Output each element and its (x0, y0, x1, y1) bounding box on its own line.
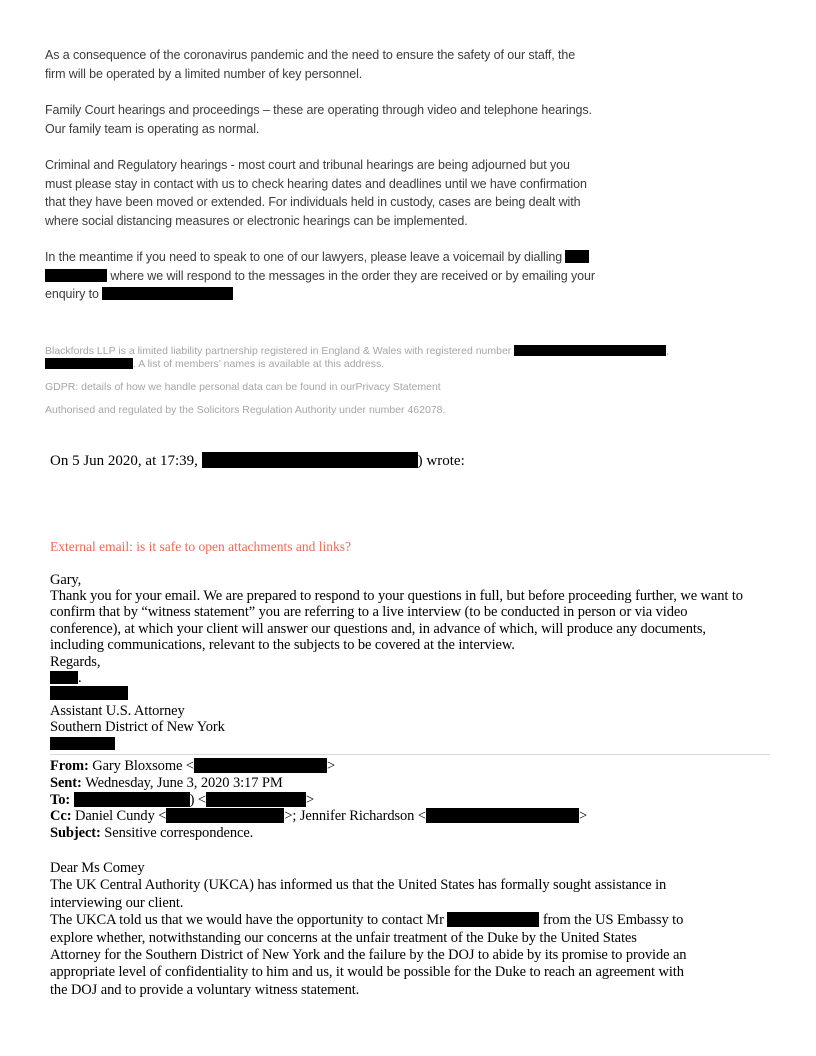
text-segment: Subject: (50, 825, 105, 842)
redaction-bar (50, 686, 128, 700)
paragraph (45, 46, 771, 83)
redaction-bar (45, 269, 107, 282)
text-line (50, 686, 771, 702)
text-segment: The UK Central Authority (UKCA) has informed us that the United States has formally sought assistance in (50, 877, 667, 894)
text-line (45, 381, 771, 394)
text-segment: interviewing our client. (50, 894, 184, 911)
text-line (45, 285, 771, 304)
text-line (45, 46, 771, 65)
text-segment: > (306, 791, 315, 808)
text-segment: enquiry to (45, 287, 103, 301)
external-email-warning: External email: is it safe to open attachments and links? (50, 538, 352, 554)
text-segment: firm will be operated by a limited number of key personnel. (45, 66, 363, 81)
text-line (50, 982, 771, 999)
email-header-block (50, 758, 771, 842)
text-line (45, 404, 771, 417)
text-segment: Gary Bloxsome < (92, 757, 194, 774)
redaction-bar (166, 808, 284, 823)
redaction-bar (50, 737, 115, 750)
text-segment: Thank you for your email. We are prepared to respond to your questions in full, but before proceeding further, we want to (50, 587, 743, 604)
text-line (50, 736, 771, 752)
redaction-bar (206, 792, 306, 807)
text-segment: > (578, 808, 588, 825)
text-line (50, 637, 771, 653)
text-segment: confirm that by “witness statement” you are referring to a live interview (to be conducted in person or via video (50, 604, 688, 621)
text-line (50, 654, 771, 670)
reply-body (50, 572, 771, 752)
text-segment: explore whether, notwithstanding our concerns at the unfair treatment of the Duke by the United States (50, 929, 637, 946)
text-segment: . (78, 669, 82, 686)
paragraph (45, 101, 771, 138)
text-segment: Wednesday, June 3, 2020 3:17 PM (85, 774, 283, 791)
text-segment: Dear Ms Comey (50, 859, 145, 876)
text-segment: Our family team is operating as normal. (45, 121, 260, 136)
text-line (50, 703, 771, 719)
text-segment: On 5 Jun 2020, at 17:39, (50, 452, 202, 469)
redaction-bar (514, 345, 666, 356)
text-segment: In the meantime if you need to speak to one of our lawyers, please leave a voicemail by dialling (45, 250, 566, 264)
text-line (45, 267, 771, 286)
text-segment: > (326, 757, 336, 774)
text-segment: where we will respond to the messages in the order they are received or by emailing your (107, 268, 595, 283)
text-segment: where social distancing measures or electronic hearings can be implemented. (45, 213, 468, 228)
text-segment: From: (50, 757, 93, 774)
text-segment: , (666, 344, 670, 357)
text-segment: Sent: (50, 774, 86, 791)
text-segment: appropriate level of confidentiality to him and us, it would be possible for the Duke to reach an agreement with (50, 964, 684, 981)
text-line (45, 65, 771, 84)
text-line (45, 345, 771, 358)
text-segment: that they have been moved or extended. For individuals held in custody, cases are being dealt with (45, 195, 581, 209)
text-segment: The UKCA told us that we would have the opportunity to contact Mr (50, 912, 448, 929)
redaction-bar (74, 792, 190, 807)
text-segment: Cc: (50, 808, 75, 825)
text-line (50, 792, 771, 809)
text-segment: ) wrote: (417, 452, 465, 469)
redaction-bar (565, 250, 589, 263)
text-line (50, 930, 771, 947)
text-segment: ) < (189, 791, 206, 808)
text-segment: Family Court hearings and proceedings – these are operating through video and telephone hearings. (45, 103, 592, 117)
text-line (50, 947, 771, 964)
text-line (50, 719, 771, 735)
text-line (50, 964, 771, 981)
text-line (50, 877, 771, 894)
text-line (50, 588, 771, 604)
redaction-bar (202, 452, 418, 468)
text-segment: Regards, (50, 653, 101, 670)
paragraph (45, 156, 771, 230)
text-segment: As a consequence of the coronavirus pandemic and the need to ensure the safety of our staff, the (45, 48, 576, 62)
text-line (50, 860, 771, 877)
text-segment: the DOJ and to provide a voluntary witness statement. (50, 981, 360, 998)
text-line (50, 572, 771, 588)
redaction-bar (426, 808, 579, 823)
text-line (45, 156, 771, 175)
text-line (50, 895, 771, 912)
text-line (45, 101, 771, 120)
redaction-bar (45, 358, 133, 369)
text-line (50, 621, 771, 637)
text-line (50, 808, 771, 825)
text-line (50, 758, 771, 775)
text-line (45, 212, 771, 231)
text-segment: Sensitive correspondence. (104, 825, 254, 842)
redaction-bar (447, 912, 539, 927)
text-segment: conference), at which your client will answer our questions and, in advance of which, will produce any documents, (50, 620, 706, 637)
redaction-bar (102, 287, 233, 300)
text-segment: Criminal and Regulatory hearings - most court and tribunal hearings are being adjourned but you (45, 158, 570, 172)
text-line (50, 912, 771, 929)
text-line (45, 193, 771, 212)
original-message-body (50, 860, 771, 999)
text-line (45, 120, 771, 139)
text-line (50, 452, 771, 471)
text-segment: from the US Embassy to (539, 912, 684, 929)
quoted-message-intro (50, 452, 771, 471)
divider-line (50, 754, 770, 755)
text-line (50, 604, 771, 620)
text-segment: >; Jennifer Richardson < (284, 808, 426, 825)
text-segment: Assistant U.S. Attorney (50, 702, 185, 719)
paragraph (45, 248, 771, 304)
text-segment: GDPR: details of how we handle personal data can be found in ourPrivacy Statement (45, 380, 441, 393)
legal-footer (45, 345, 771, 417)
text-segment: must please stay in contact with us to check hearing dates and deadlines until we have confirmation (45, 176, 587, 191)
text-line (50, 825, 771, 842)
text-segment: including communications, relevant to the subjects to be covered at the interview. (50, 637, 515, 654)
text-segment: Attorney for the Southern District of New York and the failure by the DOJ to abide by its promise to provide an (50, 946, 687, 963)
text-line (45, 175, 771, 194)
text-segment: Daniel Cundy < (74, 808, 167, 825)
text-segment: Southern District of New York (50, 719, 225, 736)
text-segment: Authorised and regulated by the Solicitors Regulation Authority under number 462078. (45, 403, 446, 416)
text-line (45, 248, 771, 267)
text-segment: Blackfords LLP is a limited liability partnership registered in England & Wales with registered number (45, 344, 515, 357)
firm-covid-notice (45, 46, 771, 304)
redaction-bar (50, 671, 78, 684)
redaction-bar (194, 758, 327, 773)
text-line (45, 358, 771, 371)
text-line (50, 775, 771, 792)
text-line (50, 670, 771, 686)
text-segment: . A list of members’ names is available at this address. (133, 357, 385, 370)
text-segment: To: (50, 791, 74, 808)
text-segment: Gary, (50, 571, 82, 588)
